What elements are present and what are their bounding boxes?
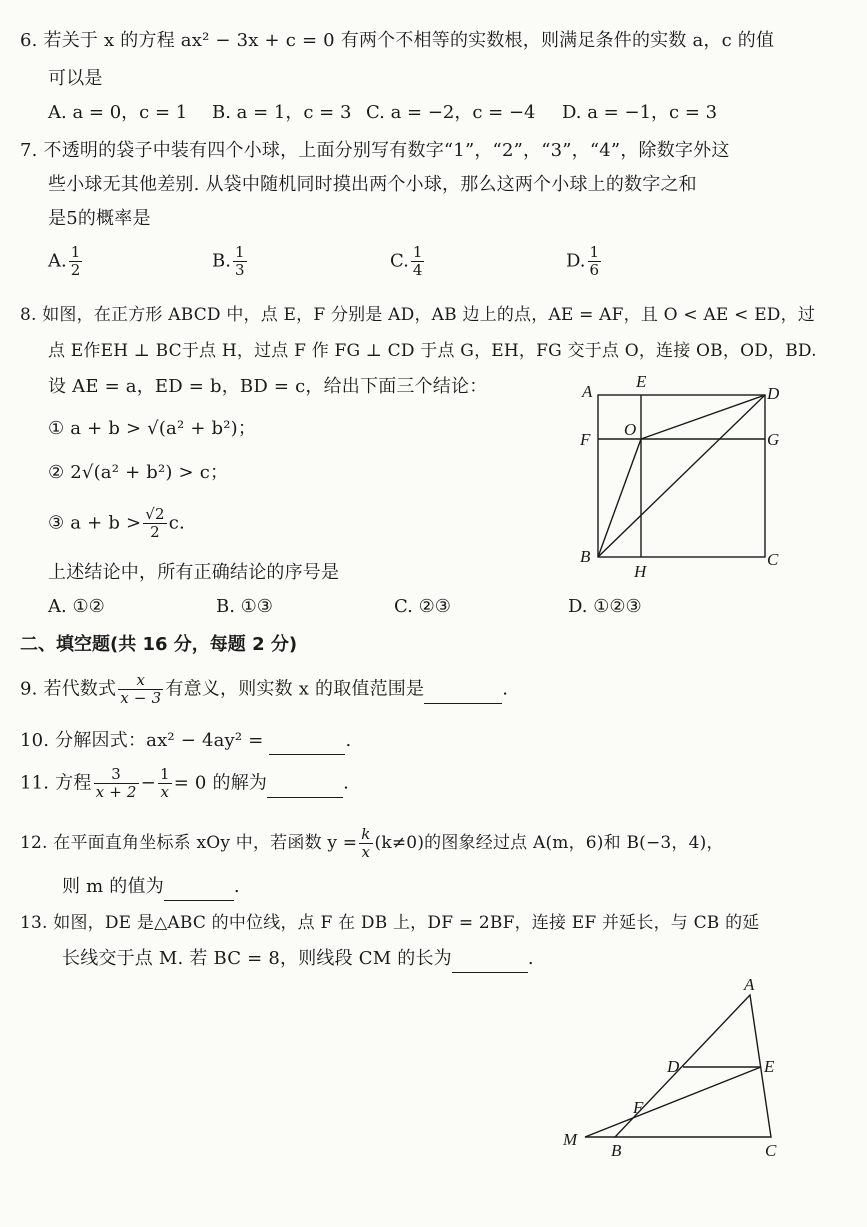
q6-stem-line1: 6. 若关于 x 的方程 ax² − 3x + c = 0 有两个不相等的实数根，则满足条件的实数 a，c 的值 [20,30,775,51]
q8-stem-line3: 设 AE = a，ED = b，BD = c，给出下面三个结论： [48,376,488,397]
label-c: C [767,550,779,569]
option-letter: C. [390,250,409,272]
q8-stem-line1: 8. 如图，在正方形 ABCD 中，点 E，F 分别是 AD，AB 边上的点，AE = AF，且 O < AE < ED，过 [20,305,816,325]
fraction-numerator: 1 [412,243,423,261]
stem-text: 有意义，则实数 x 的取值范围是 [165,678,425,700]
stem-text: 则 m 的值为 [62,876,164,897]
option-letter: A. [48,250,67,272]
fraction-numerator: 3 [94,766,139,784]
stem-text: 11. 方程 [20,772,92,794]
q12-stem-line1 [20,826,724,861]
answer-blank[interactable] [267,771,343,798]
segment-me [585,1067,761,1137]
q7-stem-line3: 是5的概率是 [48,208,151,229]
q11-stem [20,766,349,801]
label-o: O [624,420,637,439]
q8-conclusion-2: ② 2√(a² + b²) > c； [48,462,229,483]
fraction [158,766,172,801]
stem-text: . [527,948,534,969]
answer-blank[interactable] [424,677,502,704]
q13-stem-line2 [62,946,534,973]
fraction-denominator: 6 [589,261,600,279]
square-abcd-figure [570,368,790,584]
fraction-numerator: x [118,672,163,690]
stem-text: = 0 的解为 [173,772,268,794]
q8-conclusion-3 [48,506,185,541]
fraction-denominator: x [361,843,371,861]
fraction-denominator: 2 [70,261,81,279]
fraction-denominator: 3 [234,261,245,279]
segment-od [641,395,765,439]
triangle-abc-figure [555,975,795,1165]
label-a: A [744,975,755,994]
q12-stem-line2 [62,874,240,901]
q7-stem-line1: 7. 不透明的袋子中装有四个小球，上面分别写有数字“1”，“2”，“3”，“4”，除数字外这 [20,140,730,161]
q8-question: 上述结论中，所有正确结论的序号是 [48,562,340,583]
fraction-numerator: 1 [159,765,170,783]
answer-blank[interactable] [269,728,345,755]
q8-conclusion-1: ① a + b > √(a² + b²)； [48,418,257,439]
label-f: F [580,430,591,449]
label-d: D [667,1057,680,1076]
fraction-denominator: 4 [412,261,423,279]
q6-option-d: D. a = −1，c = 3 [562,102,718,123]
stem-text: . [345,730,352,751]
q6-option-c: C. a = −2，c = −4 [366,102,536,123]
q6-stem-line2: 可以是 [48,68,103,89]
fraction-numerator: 1 [589,243,600,261]
fraction [588,244,602,279]
fraction [143,506,167,541]
answer-blank[interactable] [452,946,528,973]
q7-option-b [212,244,249,279]
q9-stem [20,672,508,707]
stem-text: − [140,772,156,794]
label-e: E [764,1057,775,1076]
option-letter: B. [212,250,231,272]
fraction-numerator: k [361,825,371,843]
fraction-denominator: x − 3 [120,689,162,707]
stem-text: . [233,876,240,897]
label-b: B [611,1141,622,1160]
q6-option-b: B. a = 1，c = 3 [212,102,352,123]
label-e: E [636,372,647,391]
stem-text: 12. 在平面直角坐标系 xOy 中，若函数 y = [20,833,358,853]
option-letter: D. [566,250,586,272]
stem-text: 10. 分解因式：ax² − 4ay² = [20,730,264,751]
fraction-denominator: x + 2 [95,783,137,801]
q8-option-c: C. ②③ [394,596,451,617]
fraction [411,244,425,279]
fraction [69,244,83,279]
q7-option-d [566,244,603,279]
stem-text: . [502,678,509,700]
q7-option-a [48,244,84,279]
label-g: G [767,430,780,449]
conclusion-text: c. [168,512,185,534]
conclusion-text: ③ a + b > [48,512,142,534]
answer-blank[interactable] [164,874,234,901]
section-title: 二、填空题(共 16 分，每题 2 分) [20,634,298,655]
segment-ob [598,439,641,557]
stem-text: 长线交于点 M. 若 BC = 8，则线段 CM 的长为 [62,948,452,969]
fraction [118,672,163,707]
fraction-numerator: √2 [145,505,165,523]
q8-stem-line2: 点 E作EH ⊥ BC于点 H，过点 F 作 FG ⊥ CD 于点 G，EH，FG 交于点 O，连接 OB，OD，BD. [48,341,817,361]
fraction-denominator: 2 [150,523,160,541]
fraction-numerator: 1 [234,243,245,261]
fraction-denominator: x [160,783,170,801]
label-f: F [633,1098,644,1117]
q7-option-c [390,244,426,279]
q8-option-a: A. ①② [48,596,105,617]
q13-stem-line1: 13. 如图，DE 是△ABC 的中位线，点 F 在 DB 上，DF = 2BF，连接 EF 并延长，与 CB 的延 [20,913,760,933]
fraction [94,766,139,801]
label-c: C [765,1141,777,1160]
label-b: B [580,547,591,566]
fraction [233,244,247,279]
label-d: D [767,384,780,403]
label-h: H [634,562,647,581]
q6-option-a: A. a = 0，c = 1 [48,102,188,123]
fraction [359,826,372,861]
label-m: M [563,1130,578,1149]
stem-text: . [343,772,350,794]
q8-option-b: B. ①③ [216,596,273,617]
q7-stem-line2: 些小球无其他差别. 从袋中随机同时摸出两个小球，那么这两个小球上的数字之和 [48,174,697,195]
label-a: A [582,382,593,401]
fraction-numerator: 1 [70,243,81,261]
stem-text: 9. 若代数式 [20,678,117,700]
stem-text: (k≠0)的图象经过点 A(m，6)和 B(−3，4)， [374,833,724,853]
q8-option-d: D. ①②③ [568,596,642,617]
q10-stem [20,728,351,755]
